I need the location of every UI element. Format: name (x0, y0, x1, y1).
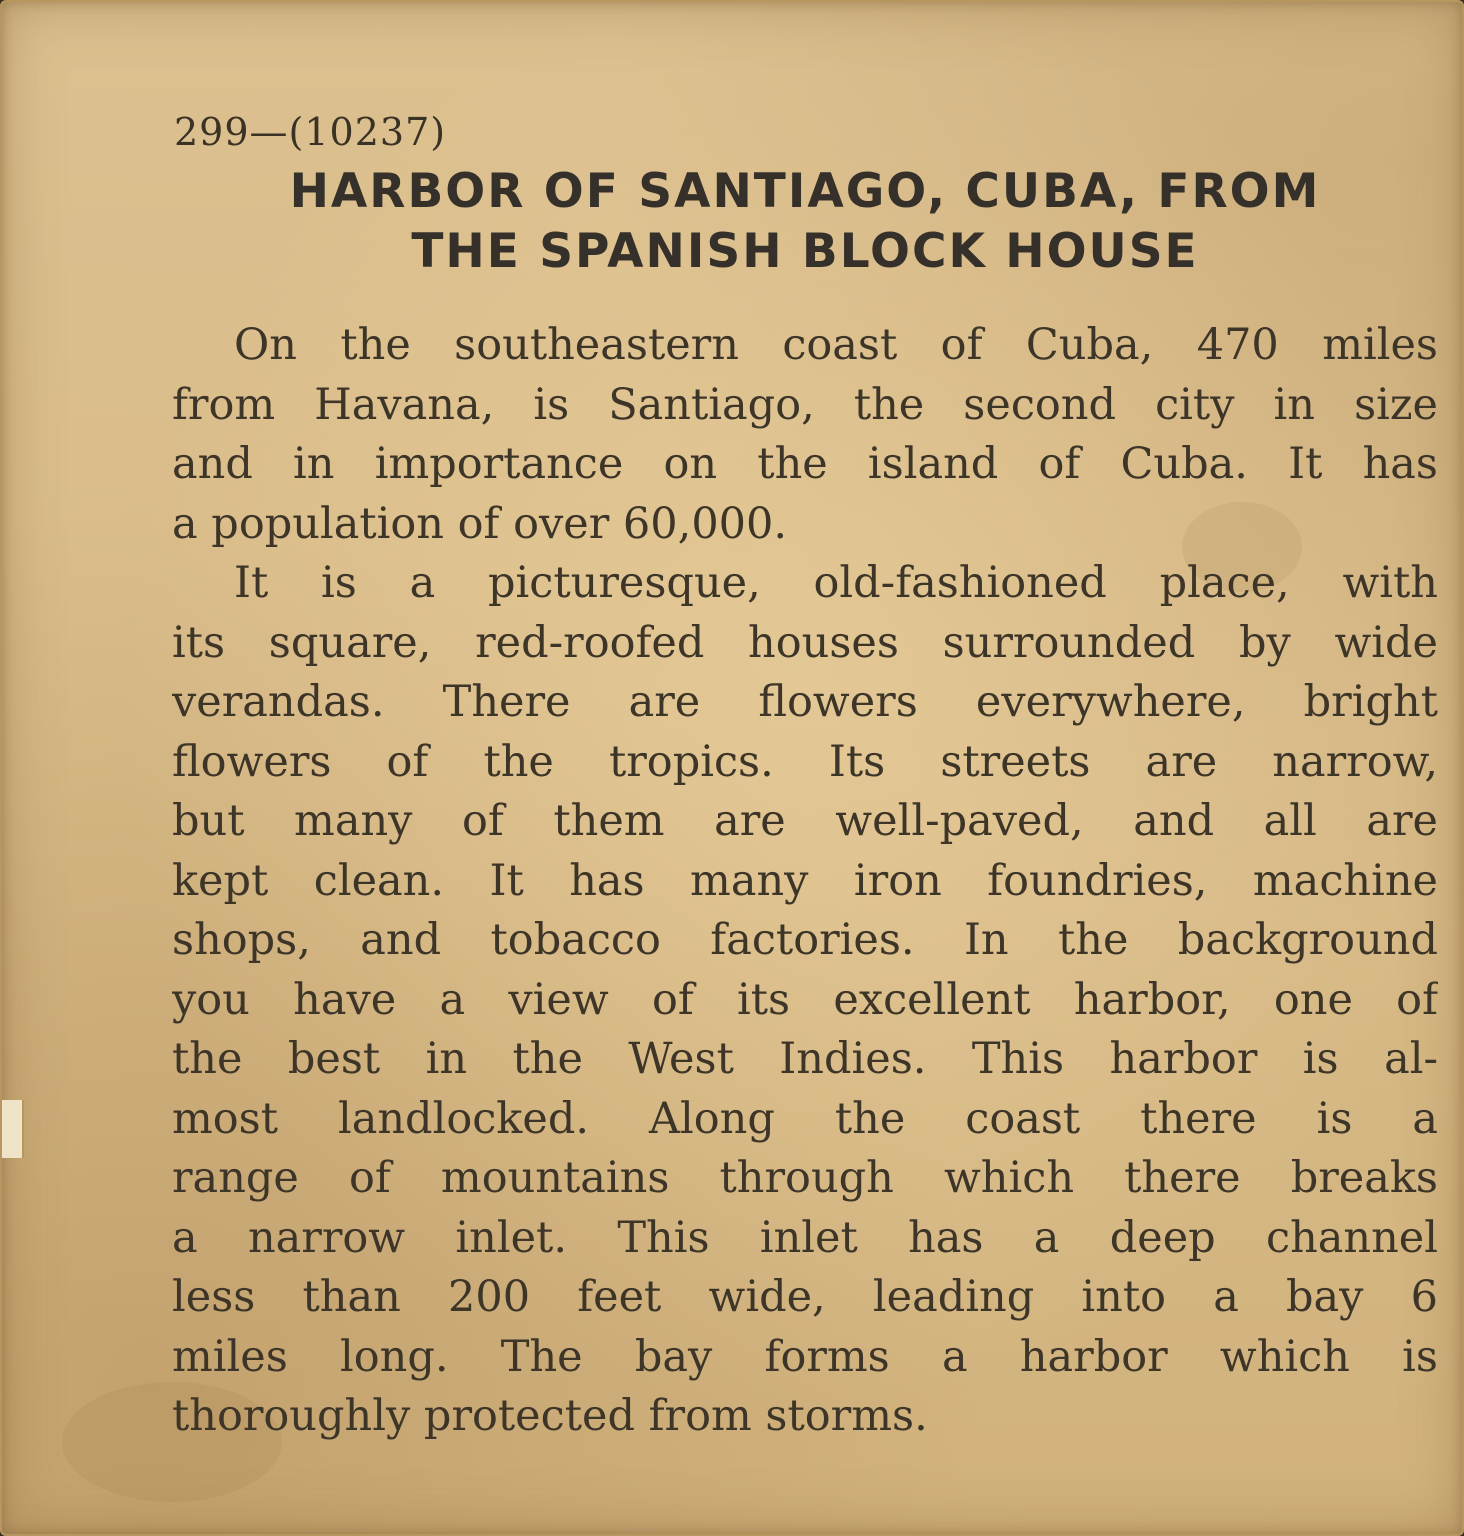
title-line-1: HARBOR OF SANTIAGO, CUBA, FROM (289, 164, 1321, 219)
text-line: and in importance on the island of Cuba. It has (172, 439, 1438, 489)
text-line: you have a view of its excellent harbor, one of (172, 974, 1438, 1025)
text-line: the best in the West Indies. This harbor is al- (172, 1034, 1438, 1084)
text-line: a population of over 60,000. (172, 498, 788, 549)
text-line: most landlocked. Along the coast there is a (172, 1093, 1438, 1144)
text-line: flowers of the tropics. Its streets are narrow, (172, 736, 1438, 787)
card-body-text (172, 316, 1438, 1447)
text-line: less than 200 feet wide, leading into a bay 6 (172, 1272, 1438, 1322)
text-line: kept clean. It has many iron foundries, machine (172, 855, 1438, 906)
text-line: range of mountains through which there breaks (172, 1153, 1438, 1203)
paragraph-1 (172, 316, 1438, 554)
text-line: miles long. The bay forms a harbor which is (172, 1331, 1438, 1382)
card-title (174, 162, 1436, 282)
torn-edge-chip (2, 1100, 24, 1158)
text-line: shops, and tobacco factories. In the background (172, 915, 1438, 965)
text-line: thoroughly protected from storms. (172, 1391, 928, 1441)
text-line: its square, red-roofed houses surrounded by wide (172, 617, 1438, 668)
text-line: It is a picturesque, old-fashioned place, with (234, 558, 1438, 608)
title-line-2: THE SPANISH BLOCK HOUSE (411, 224, 1199, 279)
text-line: a narrow inlet. This inlet has a deep channel (172, 1212, 1438, 1263)
catalog-number: 299—(10237) (174, 110, 447, 154)
text-line: but many of them are well-paved, and all are (172, 796, 1438, 846)
text-line: On the southeastern coast of Cuba, 470 miles (234, 320, 1438, 370)
text-line: verandas. There are flowers everywhere, bright (172, 677, 1438, 727)
text-line: from Havana, is Santiago, the second city in size (172, 379, 1438, 430)
paragraph-2 (172, 554, 1438, 1447)
